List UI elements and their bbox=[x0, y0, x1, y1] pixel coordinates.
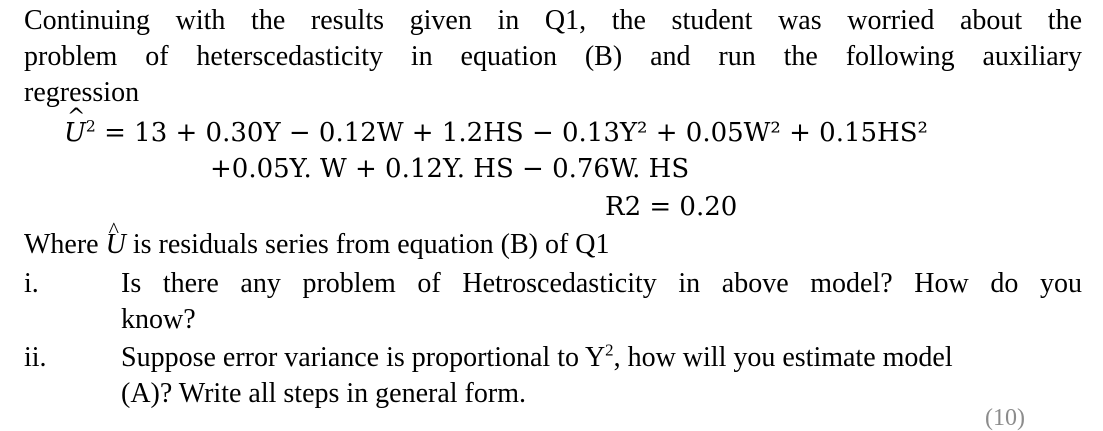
u-hat-power: 2 bbox=[85, 117, 96, 136]
item-body-i bbox=[121, 266, 1082, 338]
u-hat-symbol-inline: ^ U bbox=[106, 227, 126, 263]
where-suffix: is residuals series from equation (B) of Q1 bbox=[125, 229, 610, 260]
where-prefix: Where bbox=[24, 229, 106, 260]
intro-line-1: Continuing with the results given in Q1, the student was worried about the bbox=[24, 5, 1082, 36]
regression-equation-line-2: +0.05Y. W + 0.12Y. HS − 0.76W. HS bbox=[210, 154, 690, 184]
item-i-line-2: know? bbox=[121, 304, 196, 335]
intro-line-2: problem of heterscedasticity in equation (B) and run the following auxiliary bbox=[24, 41, 1082, 72]
equation-rhs-line-1: = 13 + 0.30Y − 0.12W + 1.2HS − 0.13Y² + 0.05W² + 0.15HS² bbox=[95, 118, 928, 148]
u-hat-symbol: ^ U bbox=[64, 116, 86, 150]
item-number-ii: ii. bbox=[24, 342, 47, 373]
question-intro bbox=[24, 3, 1082, 111]
item-number-i: i. bbox=[24, 268, 39, 299]
where-definition bbox=[24, 227, 610, 263]
r-squared-value: R2 = 0.20 bbox=[605, 192, 738, 222]
intro-line-3: regression bbox=[24, 77, 140, 108]
regression-equation-line-1 bbox=[64, 116, 928, 150]
item-body-ii bbox=[121, 340, 1082, 412]
item-ii-line-1-after: , how will you estimate model bbox=[613, 342, 953, 373]
item-ii-line-1-before: Suppose error variance is proportional to Y bbox=[121, 342, 606, 373]
marks-cut-off: (10) bbox=[985, 405, 1025, 431]
item-i-line-1: Is there any problem of Hetroscedasticity in above model? How do you bbox=[121, 268, 1082, 299]
item-ii-line-1 bbox=[121, 340, 1082, 376]
y-squared-power: 2 bbox=[605, 340, 614, 360]
item-ii-line-2: (A)? Write all steps in general form. bbox=[121, 378, 526, 409]
